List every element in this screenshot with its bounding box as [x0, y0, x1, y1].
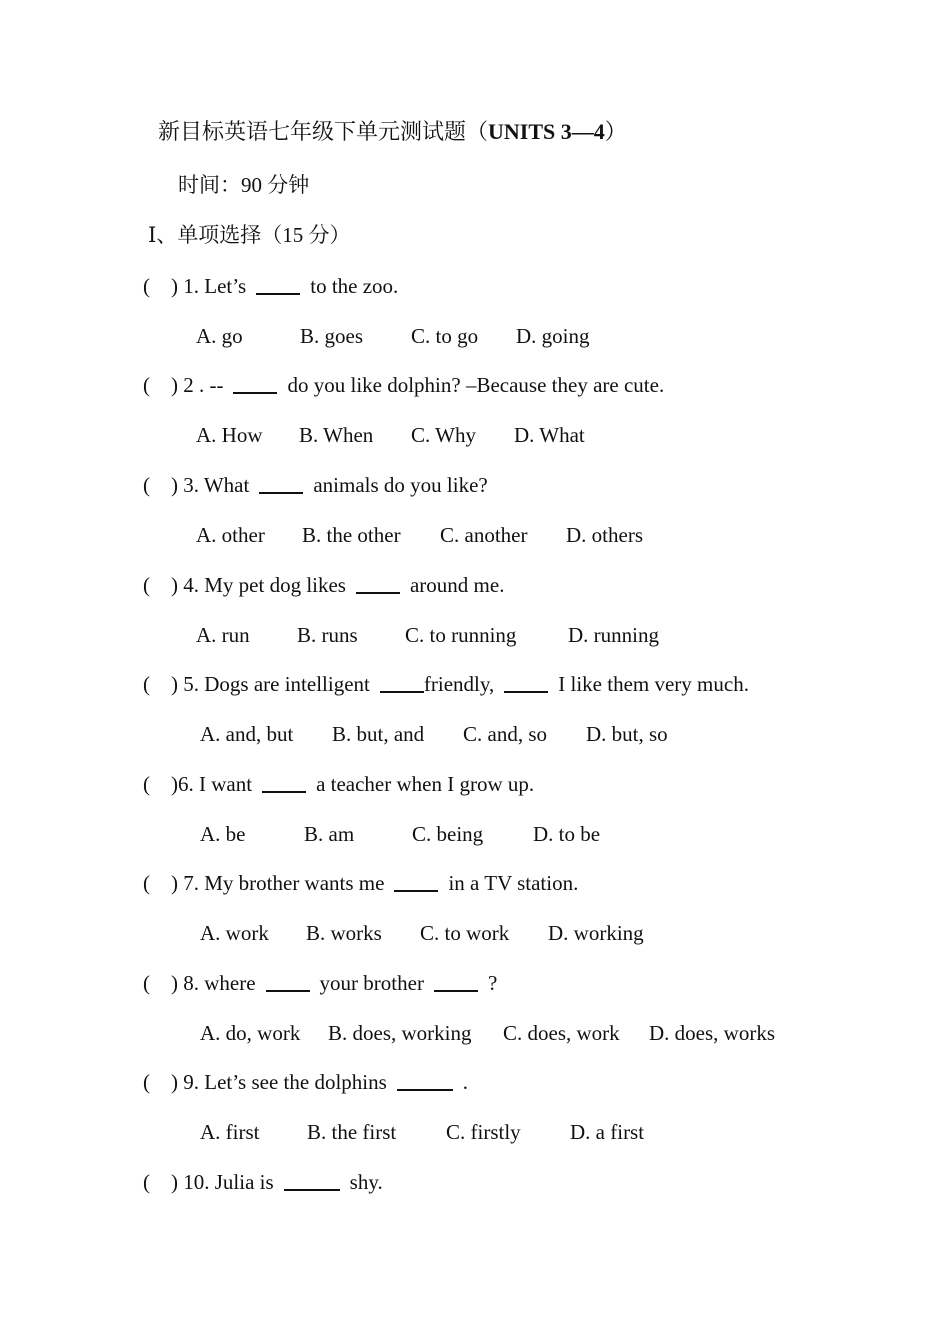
option: D. a first: [570, 1120, 645, 1144]
option: A. do, work: [200, 1021, 301, 1045]
option: A. go: [196, 324, 243, 348]
option: B. the first: [307, 1120, 397, 1144]
answer-blank[interactable]: [397, 1069, 453, 1091]
option: B. does, working: [328, 1021, 472, 1045]
question-7: ( ) 7. My brother wants me in a TV station.: [143, 871, 579, 895]
question-9: ( ) 9. Let’s see the dolphins .: [143, 1070, 469, 1094]
option: C. to running: [405, 623, 517, 647]
option: A. other: [196, 523, 265, 547]
option: D. going: [516, 324, 590, 348]
options-1: [196, 323, 590, 349]
answer-blank[interactable]: [394, 870, 438, 892]
option: D. What: [514, 423, 585, 447]
question-5: ( ) 5. Dogs are intelligent friendly, I like them very much.: [143, 672, 749, 696]
question-10: ( ) 10. Julia is shy.: [143, 1170, 383, 1194]
question-8: ( ) 8. where your brother ?: [143, 971, 498, 995]
option: B. am: [304, 822, 355, 846]
section-heading: Ⅰ、单项选择（15 分）: [148, 223, 351, 247]
option: C. does, work: [503, 1021, 620, 1045]
option: D. running: [568, 623, 659, 647]
option: B. works: [306, 921, 382, 945]
question-2: ( ) 2 . -- do you like dolphin? –Because they are cute.: [143, 373, 665, 397]
options-3: [196, 522, 643, 548]
option: C. and, so: [463, 722, 547, 746]
answer-blank[interactable]: [256, 273, 300, 295]
option: D. to be: [533, 822, 601, 846]
option: C. being: [412, 822, 484, 846]
units-label: UNITS 3—4: [488, 119, 605, 144]
option: C. firstly: [446, 1120, 521, 1144]
option: C. to go: [411, 324, 479, 348]
option: A. be: [200, 822, 246, 846]
answer-blank[interactable]: [434, 970, 478, 992]
option: A. How: [196, 423, 263, 447]
answer-blank[interactable]: [262, 771, 306, 793]
option: B. goes: [300, 324, 363, 348]
answer-blank[interactable]: [233, 372, 277, 394]
option: C. Why: [411, 423, 476, 447]
options-2: [196, 422, 585, 448]
answer-blank[interactable]: [284, 1169, 340, 1191]
option: D. working: [548, 921, 644, 945]
option: B. runs: [297, 623, 358, 647]
option: B. When: [299, 423, 374, 447]
answer-blank[interactable]: [380, 671, 424, 693]
option: D. but, so: [586, 722, 668, 746]
options-9: [200, 1119, 644, 1145]
answer-blank[interactable]: [259, 472, 303, 494]
option: A. and, but: [200, 722, 294, 746]
page-title: 新目标英语七年级下单元测试题（UNITS 3—4）: [158, 119, 627, 144]
answer-blank[interactable]: [504, 671, 548, 693]
time-label: 时间：90 分钟: [178, 173, 310, 197]
option: D. others: [566, 523, 643, 547]
options-4: [196, 622, 659, 648]
option: A. run: [196, 623, 250, 647]
options-6: [200, 821, 600, 847]
question-3: ( ) 3. What animals do you like?: [143, 473, 488, 497]
question-1: ( ) 1. Let’s to the zoo.: [143, 274, 399, 298]
question-4: ( ) 4. My pet dog likes around me.: [143, 573, 505, 597]
option: B. the other: [302, 523, 401, 547]
answer-blank[interactable]: [266, 970, 310, 992]
options-5: [200, 721, 668, 747]
option: C. another: [440, 523, 528, 547]
options-8: [200, 1020, 775, 1046]
options-7: [200, 920, 644, 946]
option: D. does, works: [649, 1021, 775, 1045]
option: C. to work: [420, 921, 510, 945]
answer-blank[interactable]: [356, 572, 400, 594]
question-6: ( )6. I want a teacher when I grow up.: [143, 772, 535, 796]
option: B. but, and: [332, 722, 425, 746]
option: A. first: [200, 1120, 260, 1144]
option: A. work: [200, 921, 269, 945]
